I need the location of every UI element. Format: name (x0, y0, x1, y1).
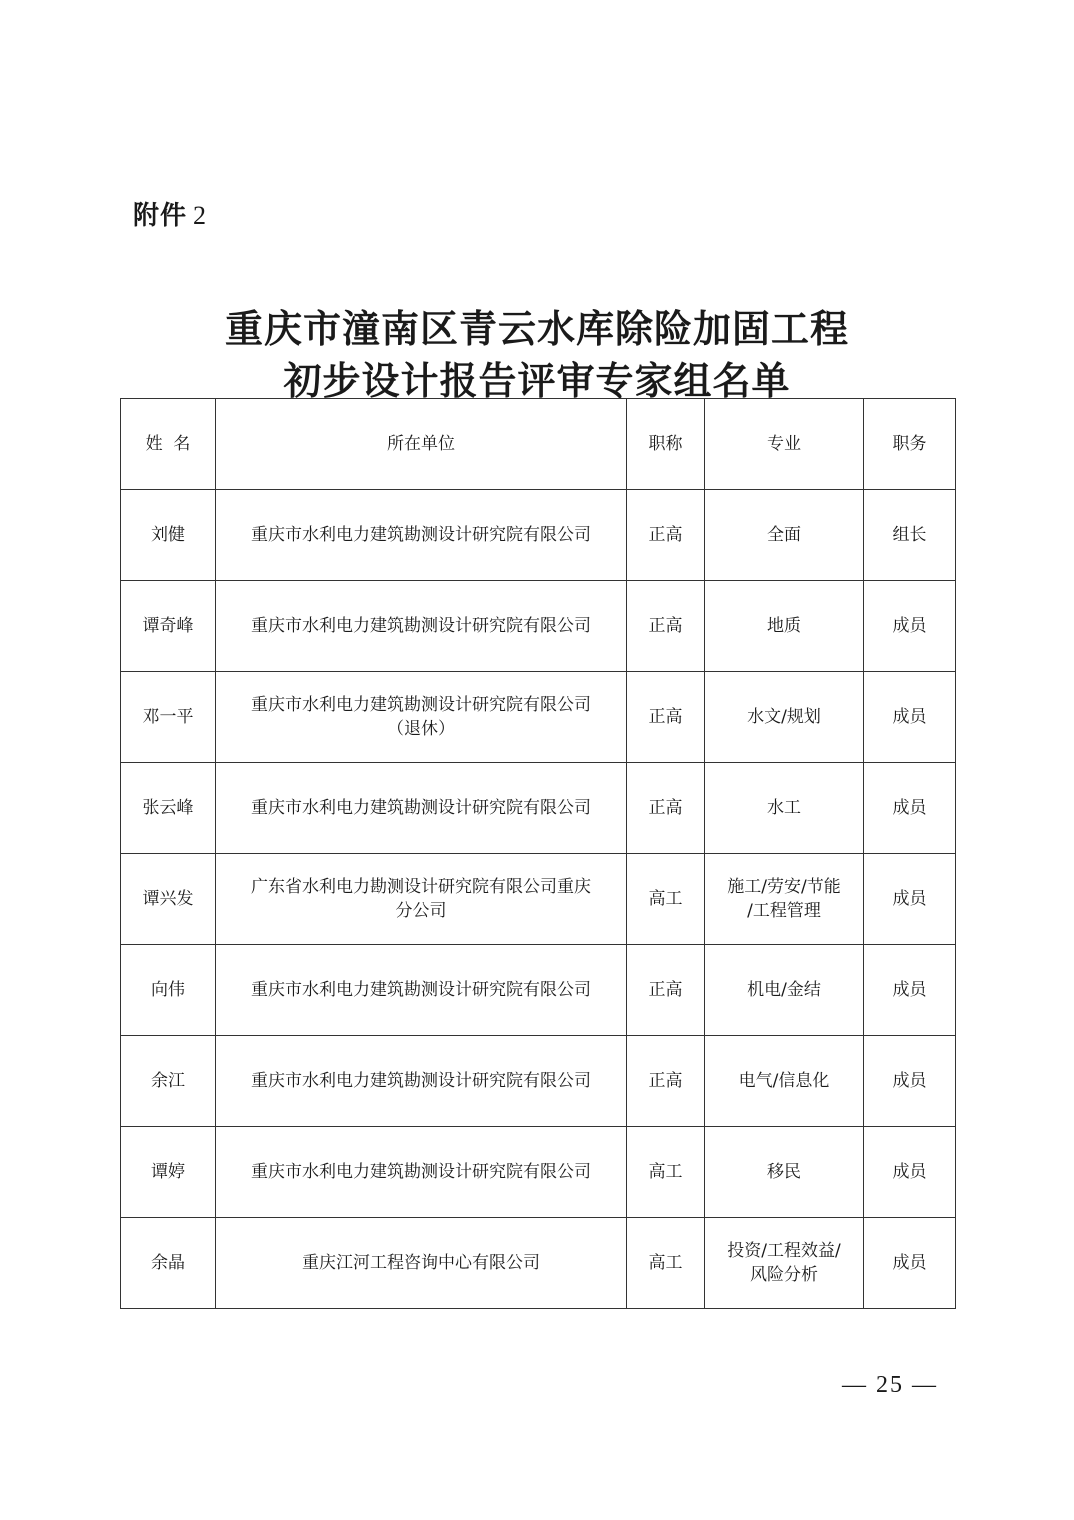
document-title-line2: 初步设计报告评审专家组名单 (283, 358, 791, 403)
column-header-title (627, 399, 705, 490)
specialty-line: 投资/工程效益/ (727, 1241, 841, 1261)
table-row (121, 490, 956, 581)
cell-title: 正高 (627, 1036, 705, 1127)
header-label: 职称 (648, 434, 683, 454)
cell-unit (216, 854, 627, 945)
page-number: — 25 — (842, 1372, 938, 1398)
cell-role: 组长 (864, 490, 956, 581)
unit-line: 重庆市水利电力建筑勘测设计研究院有限公司 (251, 695, 591, 715)
cell-unit (216, 672, 627, 763)
cell-title: 高工 (627, 854, 705, 945)
cell-specialty (705, 854, 864, 945)
cell-specialty: 地质 (705, 581, 864, 672)
specialty-line: 施工/劳安/节能 (727, 877, 841, 897)
cell-title: 正高 (627, 945, 705, 1036)
table-row (121, 581, 956, 672)
cell-unit: 重庆市水利电力建筑勘测设计研究院有限公司 (216, 581, 627, 672)
expert-roster-table (120, 398, 956, 1309)
table-row (121, 1127, 956, 1218)
table-row (121, 1218, 956, 1309)
cell-name: 余江 (121, 1036, 216, 1127)
cell-unit: 重庆市水利电力建筑勘测设计研究院有限公司 (216, 490, 627, 581)
cell-unit: 重庆市水利电力建筑勘测设计研究院有限公司 (216, 945, 627, 1036)
header-label: 职务 (892, 434, 927, 454)
cell-specialty: 水工 (705, 763, 864, 854)
cell-name: 张云峰 (121, 763, 216, 854)
cell-role: 成员 (864, 854, 956, 945)
header-label: 专业 (767, 434, 801, 454)
cell-name: 谭奇峰 (121, 581, 216, 672)
unit-note: 分公司 (395, 901, 447, 921)
attachment-text: 附件 (133, 201, 188, 231)
cell-unit: 重庆市水利电力建筑勘测设计研究院有限公司 (216, 1036, 627, 1127)
cell-unit: 重庆江河工程咨询中心有限公司 (216, 1218, 627, 1309)
cell-name: 余晶 (121, 1218, 216, 1309)
column-header-unit (216, 399, 627, 490)
cell-specialty: 电气/信息化 (705, 1036, 864, 1127)
cell-title: 正高 (627, 763, 705, 854)
cell-title: 高工 (627, 1218, 705, 1309)
cell-specialty (705, 1218, 864, 1309)
cell-name: 谭兴发 (121, 854, 216, 945)
cell-role: 成员 (864, 945, 956, 1036)
cell-name: 邓一平 (121, 672, 216, 763)
cell-specialty: 全面 (705, 490, 864, 581)
cell-role: 成员 (864, 1036, 956, 1127)
cell-specialty: 移民 (705, 1127, 864, 1218)
attachment-number: 2 (193, 201, 208, 230)
specialty-note: /工程管理 (747, 901, 821, 921)
table-header-row (121, 399, 956, 490)
header-label: 姓 名 (145, 434, 191, 454)
cell-title: 高工 (627, 1127, 705, 1218)
unit-note: （退休） (387, 719, 455, 739)
cell-unit: 重庆市水利电力建筑勘测设计研究院有限公司 (216, 1127, 627, 1218)
cell-title: 正高 (627, 672, 705, 763)
cell-name: 谭婷 (121, 1127, 216, 1218)
cell-title: 正高 (627, 581, 705, 672)
cell-role: 成员 (864, 763, 956, 854)
column-header-specialty (705, 399, 864, 490)
cell-name: 刘健 (121, 490, 216, 581)
table-row (121, 672, 956, 763)
attachment-label (133, 195, 207, 232)
table-row (121, 1036, 956, 1127)
cell-role: 成员 (864, 581, 956, 672)
table-row (121, 854, 956, 945)
unit-line: 广东省水利电力勘测设计研究院有限公司重庆 (251, 877, 591, 897)
header-label: 所在单位 (387, 434, 455, 454)
cell-role: 成员 (864, 1127, 956, 1218)
column-header-role (864, 399, 956, 490)
cell-role: 成员 (864, 672, 956, 763)
table-row (121, 763, 956, 854)
document-title-line1: 重庆市潼南区青云水库除险加固工程 (224, 306, 849, 351)
cell-title: 正高 (627, 490, 705, 581)
cell-role: 成员 (864, 1218, 956, 1309)
cell-unit: 重庆市水利电力建筑勘测设计研究院有限公司 (216, 763, 627, 854)
specialty-note: 风险分析 (750, 1265, 818, 1285)
column-header-name (121, 399, 216, 490)
table-row (121, 945, 956, 1036)
cell-specialty: 水文/规划 (705, 672, 864, 763)
cell-specialty: 机电/金结 (705, 945, 864, 1036)
cell-name: 向伟 (121, 945, 216, 1036)
